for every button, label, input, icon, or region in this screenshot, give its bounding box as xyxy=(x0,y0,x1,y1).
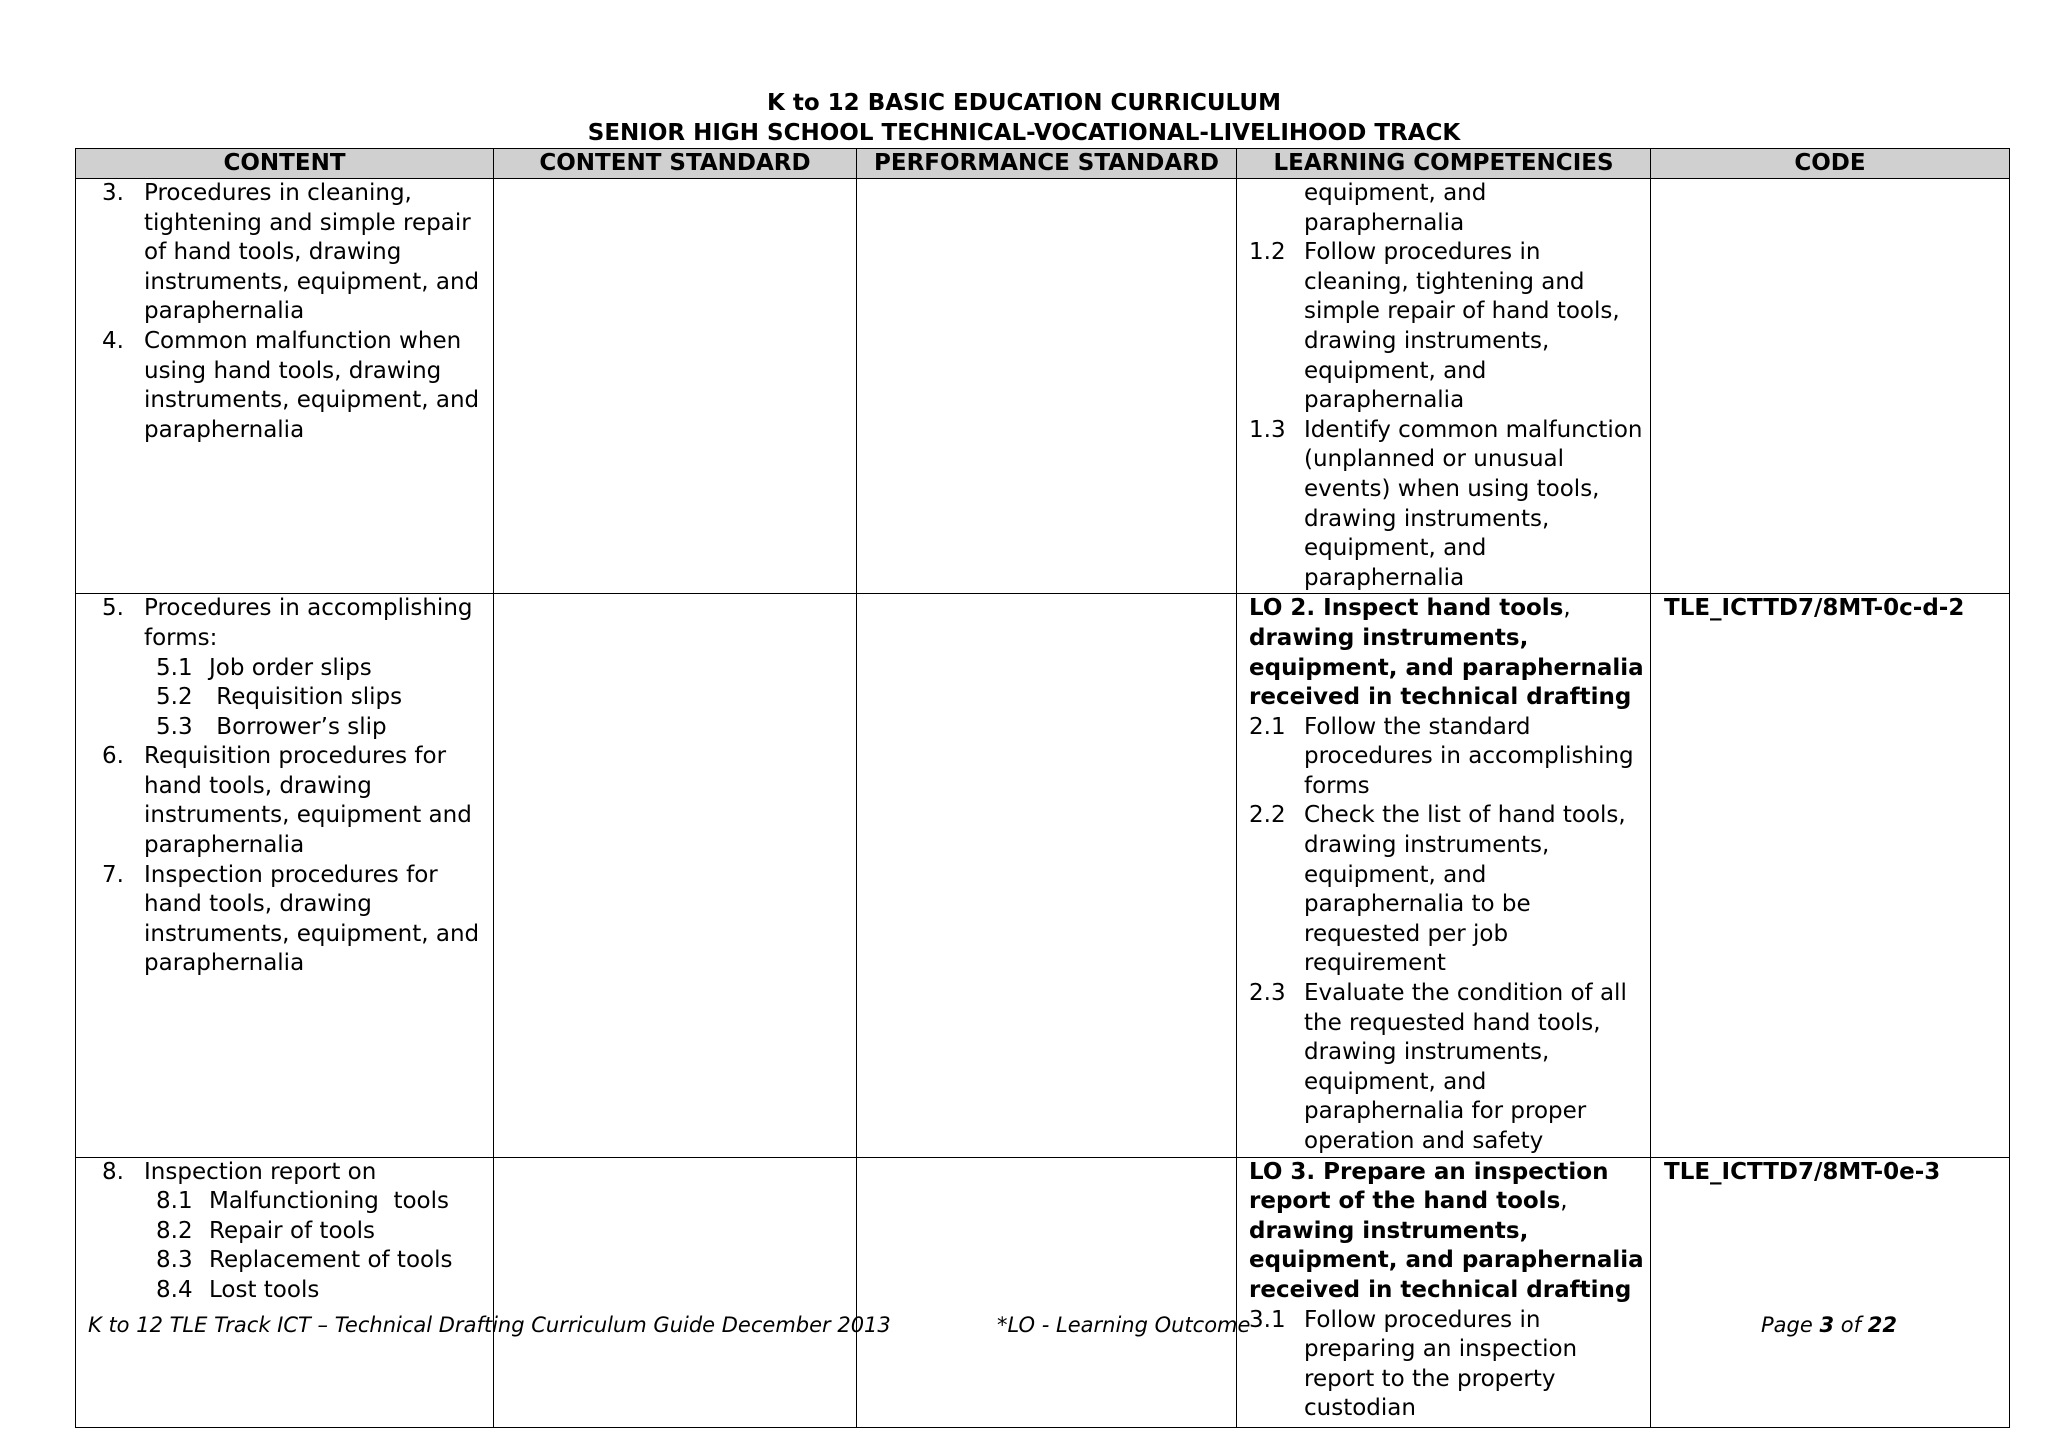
learning-competencies-cell xyxy=(1237,179,1651,594)
content-subitem-number: 8.1 xyxy=(156,1188,193,1215)
current-page: 3 xyxy=(1819,1313,1835,1337)
competency-text: Follow procedures in preparing an inspection report to the property custodian xyxy=(1304,1306,1578,1422)
learning-outcome-title: LO 3. Prepare an inspection report of the hand tools xyxy=(1249,1158,1609,1215)
competency-text: Evaluate the condition of all the requested hand tools, drawing instruments, equipment, and paraphernalia for proper operation and safety xyxy=(1304,980,1627,1154)
competency-code: TLE_ICTTD7/8MT-0c-d-2 xyxy=(1664,595,1965,622)
learning-outcome-heading xyxy=(1237,1158,1650,1306)
content-subitem-text: Repair of tools xyxy=(209,1217,375,1244)
learning-outcome-comma: , xyxy=(1563,595,1571,622)
table-row xyxy=(76,1157,2010,1427)
footer-guide-title: K to 12 TLE Track ICT – Technical Drafting Curriculum Guide December 2013 xyxy=(88,1313,891,1337)
competency-number: 2.3 xyxy=(1249,980,1286,1007)
content-subitem xyxy=(76,683,493,713)
competency-text: Follow procedures in cleaning, tightening and simple repair of hand tools, drawing instruments, equipment, and paraphernalia xyxy=(1304,239,1620,414)
content-standard-cell xyxy=(494,594,857,1157)
table-header-row xyxy=(76,149,2010,179)
content-item-text: Procedures in accomplishing forms: xyxy=(144,595,473,651)
content-item-text: Inspection procedures for hand tools, drawing instruments, equipment, and paraphernalia xyxy=(144,861,480,977)
competency-number: 2.1 xyxy=(1249,713,1286,740)
content-item xyxy=(76,327,493,445)
content-subitem-text: Requisition slips xyxy=(209,684,403,711)
content-subitem xyxy=(76,1187,493,1217)
footer-page-number xyxy=(1761,1311,1897,1339)
content-item-number: 8. xyxy=(102,1158,124,1185)
learning-outcome-heading xyxy=(1237,594,1650,712)
content-item xyxy=(76,179,493,327)
content-subitem-text: Malfunctioning tools xyxy=(209,1188,450,1215)
content-subitem-number: 5.2 xyxy=(156,684,193,711)
content-subitem xyxy=(76,1217,493,1247)
content-item-number: 7. xyxy=(102,861,124,888)
content-standard-cell xyxy=(494,179,857,594)
content-subitem-text: Replacement of tools xyxy=(209,1247,453,1274)
content-subitem xyxy=(76,713,493,743)
competency-code: TLE_ICTTD7/8MT-0e-3 xyxy=(1664,1158,1941,1185)
content-item-number: 6. xyxy=(102,743,124,770)
competency-text: Check the list of hand tools, drawing instruments, equipment, and paraphernalia to be requested per job requirement xyxy=(1304,802,1626,977)
learning-competencies-cell xyxy=(1237,1157,1651,1427)
column-header-code: CODE xyxy=(1651,149,2010,179)
content-subitem xyxy=(76,654,493,684)
code-cell xyxy=(1651,179,2010,594)
column-header-learning-competencies: LEARNING COMPETENCIES xyxy=(1237,149,1651,179)
content-item-text: Inspection report on xyxy=(144,1158,377,1185)
content-cell xyxy=(76,594,494,1157)
content-subitem-number: 8.4 xyxy=(156,1276,193,1303)
learning-outcome-title-cont: drawing instruments, equipment, and paraphernalia received in technical drafting xyxy=(1249,624,1644,711)
content-cell xyxy=(76,1157,494,1427)
of-label: of xyxy=(1840,1313,1862,1337)
competency-number: 3.1 xyxy=(1249,1306,1286,1333)
competency-continuation: equipment, and paraphernalia xyxy=(1304,180,1487,236)
performance-standard-cell xyxy=(857,594,1237,1157)
competency-item xyxy=(1237,238,1650,416)
competency-number: 2.2 xyxy=(1249,802,1286,829)
table-row xyxy=(76,179,2010,594)
competency-number: 1.2 xyxy=(1249,239,1286,266)
content-standard-cell xyxy=(494,1157,857,1427)
competency-item xyxy=(1237,1306,1650,1424)
content-item-number: 5. xyxy=(102,595,124,622)
content-subitem xyxy=(76,1276,493,1306)
content-item-number: 3. xyxy=(102,180,124,206)
competency-text: Follow the standard procedures in accomplishing forms xyxy=(1304,713,1634,799)
content-subitem-text: Lost tools xyxy=(209,1276,320,1303)
content-item-text: Procedures in cleaning, tightening and simple repair of hand tools, drawing instruments, equipment, and paraphernalia xyxy=(144,180,480,325)
learning-outcome-title: LO 2. Inspect hand tools xyxy=(1249,595,1564,622)
content-item xyxy=(76,861,493,979)
content-subitem-text: Job order slips xyxy=(209,654,372,681)
content-subitem-text: Borrower’s slip xyxy=(209,713,387,740)
performance-standard-cell xyxy=(857,1157,1237,1427)
document-subtitle: SENIOR HIGH SCHOOL TECHNICAL-VOCATIONAL-LIVELIHOOD TRACK xyxy=(587,120,1461,146)
content-item xyxy=(76,742,493,860)
content-subitem-number: 8.3 xyxy=(156,1247,193,1274)
total-pages: 22 xyxy=(1867,1313,1897,1337)
footer-lo-note: *LO - Learning Outcome xyxy=(997,1313,1251,1337)
content-item-text: Requisition procedures for hand tools, drawing instruments, equipment and paraphernalia xyxy=(144,743,472,859)
performance-standard-cell xyxy=(857,179,1237,594)
competency-item xyxy=(1237,979,1650,1157)
content-subitem-number: 5.3 xyxy=(156,713,193,740)
content-item-number: 4. xyxy=(102,327,124,354)
column-header-performance-standard: PERFORMANCE STANDARD xyxy=(857,149,1237,179)
table-row xyxy=(76,594,2010,1157)
document-title: K to 12 BASIC EDUCATION CURRICULUM xyxy=(767,90,1281,116)
learning-competencies-cell xyxy=(1237,594,1651,1157)
code-cell xyxy=(1651,1157,2010,1427)
competency-item xyxy=(1237,416,1650,594)
content-subitem-number: 8.2 xyxy=(156,1217,193,1244)
code-cell xyxy=(1651,594,2010,1157)
competency-number: 1.3 xyxy=(1249,416,1286,443)
content-item-text: Common malfunction when using hand tools, drawing instruments, equipment, and paraphernalia xyxy=(144,327,480,443)
competency-item xyxy=(1237,801,1650,979)
content-subitem xyxy=(76,1246,493,1276)
column-header-content: CONTENT xyxy=(76,149,494,179)
competency-text: Identify common malfunction (unplanned or unusual events) when using tools, drawing instruments, equipment, and paraphernalia xyxy=(1304,416,1643,591)
learning-outcome-title-cont: drawing instruments, equipment, and paraphernalia received in technical drafting xyxy=(1249,1217,1644,1303)
content-item xyxy=(76,594,493,653)
content-cell xyxy=(76,179,494,594)
learning-outcome-comma: , xyxy=(1560,1188,1568,1215)
column-header-content-standard: CONTENT STANDARD xyxy=(494,149,857,179)
curriculum-table xyxy=(75,148,2010,1428)
competency-item xyxy=(1237,713,1650,802)
content-subitem-number: 5.1 xyxy=(156,654,193,681)
page-label: Page xyxy=(1761,1313,1813,1337)
content-item xyxy=(76,1158,493,1188)
